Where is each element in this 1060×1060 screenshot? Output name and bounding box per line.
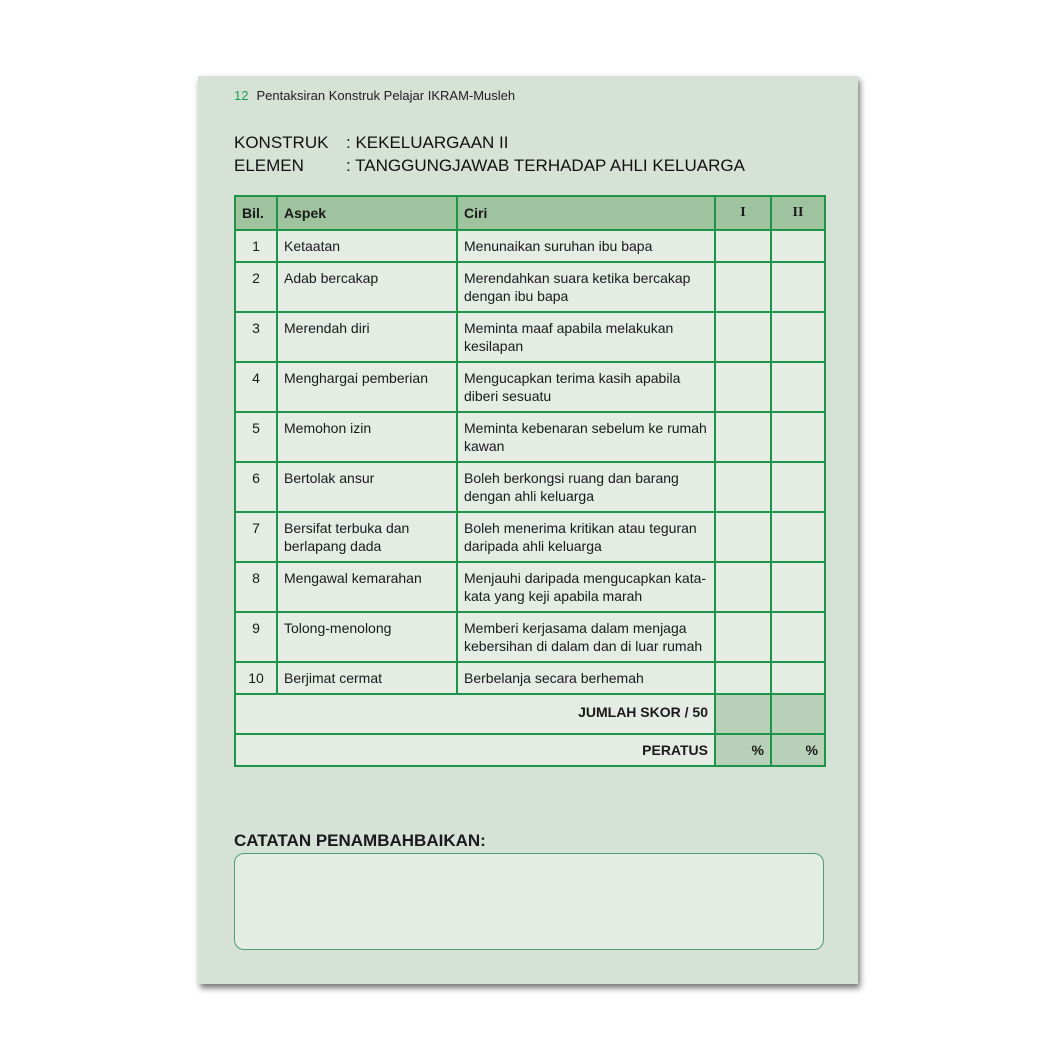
table-row: [235, 612, 825, 662]
score-ii[interactable]: [771, 512, 825, 562]
score-i[interactable]: [715, 262, 771, 312]
page-number: 12: [234, 88, 249, 103]
score-i[interactable]: [715, 562, 771, 612]
construct-value: : KEKELUARGAAN II: [346, 133, 509, 152]
construct-label: KONSTRUK: [234, 133, 329, 152]
row-number: 8: [235, 562, 277, 612]
element-value: : TANGGUNGJAWAB TERHADAP AHLI KELUARGA: [346, 156, 745, 175]
col-aspek: Aspek: [277, 196, 457, 230]
score-ii[interactable]: [771, 612, 825, 662]
total-score-i[interactable]: [715, 694, 771, 734]
notes-label: CATATAN PENAMBAHBAIKAN:: [234, 831, 486, 850]
element-label: ELEMEN: [234, 156, 304, 175]
row-number: 10: [235, 662, 277, 694]
document-page: [198, 76, 858, 984]
row-aspek: Menghargai pemberian: [277, 362, 457, 412]
row-number: 9: [235, 612, 277, 662]
row-ciri: Meminta kebenaran sebelum ke rumah kawan: [457, 412, 715, 462]
assessment-table: [234, 195, 826, 767]
row-aspek: Berjimat cermat: [277, 662, 457, 694]
row-aspek: Mengawal kemarahan: [277, 562, 457, 612]
page-title: Pentaksiran Konstruk Pelajar IKRAM-Musleh: [256, 88, 516, 103]
table-row: [235, 462, 825, 512]
score-ii[interactable]: [771, 262, 825, 312]
table-row: [235, 312, 825, 362]
score-i[interactable]: [715, 312, 771, 362]
score-ii[interactable]: [771, 662, 825, 694]
score-ii[interactable]: [771, 230, 825, 262]
row-number: 3: [235, 312, 277, 362]
table-row: [235, 362, 825, 412]
score-i[interactable]: [715, 462, 771, 512]
row-aspek: Bersifat terbuka dan berlapang dada: [277, 512, 457, 562]
row-ciri: Boleh berkongsi ruang dan barang dengan ahli keluarga: [457, 462, 715, 512]
page-header: [234, 88, 515, 103]
total-score-ii[interactable]: [771, 694, 825, 734]
row-ciri: Meminta maaf apabila melakukan kesilapan: [457, 312, 715, 362]
table-row: [235, 262, 825, 312]
row-ciri: Memberi kerjasama dalam menjaga kebersihan di dalam dan di luar rumah: [457, 612, 715, 662]
table-row: [235, 662, 825, 694]
row-aspek: Memohon izin: [277, 412, 457, 462]
construct-info: [234, 131, 745, 177]
score-i[interactable]: [715, 230, 771, 262]
percent-i[interactable]: %: [715, 734, 771, 766]
col-ciri: Ciri: [457, 196, 715, 230]
row-number: 7: [235, 512, 277, 562]
col-ii: II: [771, 196, 825, 230]
score-i[interactable]: [715, 512, 771, 562]
score-ii[interactable]: [771, 462, 825, 512]
row-ciri: Mengucapkan terima kasih apabila diberi sesuatu: [457, 362, 715, 412]
row-ciri: Menjauhi daripada mengucapkan kata-kata yang keji apabila marah: [457, 562, 715, 612]
row-number: 1: [235, 230, 277, 262]
row-aspek: Bertolak ansur: [277, 462, 457, 512]
row-aspek: Ketaatan: [277, 230, 457, 262]
row-number: 6: [235, 462, 277, 512]
row-number: 5: [235, 412, 277, 462]
score-i[interactable]: [715, 362, 771, 412]
col-i: I: [715, 196, 771, 230]
row-ciri: Merendahkan suara ketika bercakap dengan ibu bapa: [457, 262, 715, 312]
notes-box[interactable]: [234, 853, 824, 950]
table-row: [235, 230, 825, 262]
row-ciri: Berbelanja secara berhemah: [457, 662, 715, 694]
table-row: [235, 562, 825, 612]
percent-label: PERATUS: [235, 734, 715, 766]
row-aspek: Merendah diri: [277, 312, 457, 362]
percent-ii[interactable]: %: [771, 734, 825, 766]
row-aspek: Tolong-menolong: [277, 612, 457, 662]
row-ciri: Boleh menerima kritikan atau teguran daripada ahli keluarga: [457, 512, 715, 562]
row-number: 4: [235, 362, 277, 412]
score-ii[interactable]: [771, 312, 825, 362]
total-score-label: JUMLAH SKOR / 50: [235, 694, 715, 734]
score-i[interactable]: [715, 412, 771, 462]
score-ii[interactable]: [771, 362, 825, 412]
row-number: 2: [235, 262, 277, 312]
score-ii[interactable]: [771, 412, 825, 462]
score-i[interactable]: [715, 662, 771, 694]
col-bil: Bil.: [235, 196, 277, 230]
row-ciri: Menunaikan suruhan ibu bapa: [457, 230, 715, 262]
table-row: [235, 412, 825, 462]
table-row: [235, 512, 825, 562]
score-ii[interactable]: [771, 562, 825, 612]
row-aspek: Adab bercakap: [277, 262, 457, 312]
score-i[interactable]: [715, 612, 771, 662]
